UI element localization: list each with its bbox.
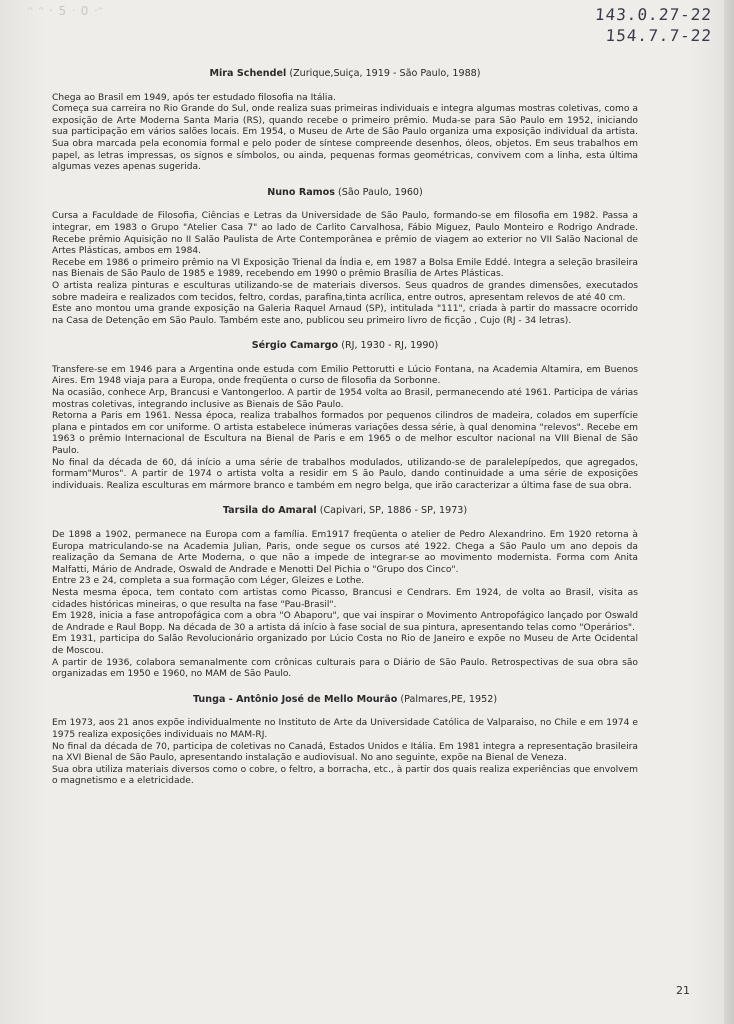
handwritten-line: 143.0.27-22	[594, 5, 713, 24]
bio-heading	[52, 505, 638, 517]
bio-paragraph: No final da década de 70, participa de coletivas no Canadá, Estados Unidos e Itália. Em 1981 integra a representação brasileira na XVI Bienal de São Paulo, apresentando instalação e audiovisual. No ano seguinte, expõe na Bienal de Veneza.	[52, 741, 638, 764]
bio-tarsila-do-amaral	[52, 505, 638, 680]
artist-birth-info: (Capivari, SP, 1886 - SP, 1973)	[319, 505, 468, 517]
artist-name: Tunga - Antônio José de Mello Mourão	[192, 693, 398, 705]
bio-paragraph: Na ocasião, conhece Arp, Brancusi e Vantongerloo. A partir de 1954 volta ao Brasil, permanecendo até 1961. Participa de várias mostras coletivas, integrando inclusive as Bienais de São Paulo.	[52, 388, 638, 410]
artist-birth-info: (Palmares,PE, 1952)	[400, 693, 498, 705]
bio-paragraph: Chega ao Brasil em 1949, após ter estudado filosofia na Itália.	[52, 92, 336, 103]
bio-sergio-camargo	[52, 340, 638, 492]
bio-paragraph: Retorna a Paris em 1961. Nessa época, realiza trabalhos formados por pequenos cilindros de madeira, colados em superfície plana e pintados em cor uniforme. O artista estabelece inúmeras variações dessa série, à qual denomina "relevos". Recebe em 1963 o prêmio Internacional de Escultura na Bienal de Paris e em 1965 o de melhor escultor nacional na VIII Bienal de São Paulo.	[52, 411, 638, 457]
bio-paragraph: Em 1931, participa do Salão Revolucionário organizado por Lúcio Costa no Rio de Janeiro e expõe no Museu de Arte Ocidental de Moscou.	[52, 634, 638, 656]
bio-nuno-ramos	[52, 187, 638, 328]
artist-birth-info: (São Paulo, 1960)	[338, 186, 423, 198]
bio-paragraph: Recebe em 1986 o primeiro prêmio na VI Exposição Trienal da Índia e, em 1987 a Bolsa Emile Eddé. Integra a seleção brasileira nas Bienais de São Paulo de 1985 e 1989, recebendo em 1990 o prêmio Brasília de Artes Plásticas.	[52, 257, 638, 280]
bio-heading	[52, 68, 638, 80]
artist-name: Sérgio Camargo	[251, 340, 339, 352]
bio-paragraph: Transfere-se em 1946 para a Argentina onde estuda com Emilio Pettorutti e Lúcio Fontana, na Academia Altamira, em Buenos Aires. Em 1948 viaja para a Europa, onde freqüenta o curso de filosofia da Sorbonne.	[52, 364, 638, 387]
biographies	[52, 68, 638, 801]
bio-paragraph: Em 1973, aos 21 anos expõe individualmente no Instituto de Arte da Universidade Católica de Valparaiso, no Chile e em 1974 e 1975 realiza exposições individuais no MAM-RJ.	[52, 718, 638, 740]
bio-paragraph: Em 1928, inicia a fase antropofágica com a obra "O Abaporu", que vai inspirar o Movimento Antropofágico lançado por Oswald de Andrade e Raul Bopp. Na década de 30 a artista dá início à fase social de sua pintura, apresentando telas como "Operários".	[52, 611, 638, 633]
handwritten-line: 154.7.7-22	[605, 26, 713, 45]
artist-name: Tarsila do Amaral	[222, 505, 317, 517]
faint-stamp: ᵔ ᵔ ᐧ 5 ᐧ 0 ᐧᵔ	[28, 4, 105, 18]
bio-mira-schendel	[52, 68, 638, 174]
bio-heading	[52, 187, 638, 199]
bio-heading	[52, 694, 638, 706]
bio-paragraph: Este ano montou uma grande exposição na Galeria Raquel Arnaud (SP), intitulada "111", criada à partir do massacre ocorrido na Casa de Detenção em São Paulo. Também este ano, publicou seu primeiro livro de ficção , Cujo (RJ - 34 letras).	[52, 304, 638, 326]
page-edge	[724, 0, 734, 1024]
bio-heading	[52, 340, 638, 352]
bio-paragraph: A partir de 1936, colabora semanalmente com crônicas culturais para o Diário de São Paulo. Retrospectivas de sua obra são organizadas em 1950 e 1960, no MAM de São Paulo.	[52, 657, 638, 680]
bio-paragraph: Começa sua carreira no Rio Grande do Sul, onde realiza suas primeiras individuais e integra algumas mostras coletivas, como a exposição de Arte Moderna Santa Maria (RS), quando recebe o primeiro prêmio. Muda-se para São Paulo em 1952, iniciando sua participação em vários salões locais. Em 1954, o Museu de Arte de São Paulo organiza uma exposição individual da artista. Sua obra marcada pela economia formal e pelo poder de síntese compreende desenhos, óleos, objetos. Em seus trabalhos em papel, as letras impressas, os signos e símbolos, ou ainda, pequenas formas geométricas, convivem com a linha, esta última algumas vezes apenas sugerida.	[52, 104, 638, 173]
artist-birth-info: (Zurique,Suiça, 1919 - São Paulo, 1988)	[289, 68, 481, 79]
bio-paragraph: O artista realiza pinturas e esculturas utilizando-se de materiais diversos. Seus quadros de grandes dimensões, executados sobre madeira e realizados com tecidos, feltro, cordas, parafina,tinta acrílica, entre outros, apresentam relevos de até 40 cm.	[52, 280, 638, 303]
bio-paragraph: No final da década de 60, dá início a uma série de trabalhos modulados, utilizando-se de paralelepípedos, que agregados, formam"Muros". A partir de 1974 o artista volta a residir em S ão Paulo, dando continuidade a uma série de exposições individuais. Realiza esculturas em mármore branco e também em negro belga, que irão caracterizar a última fase de sua obra.	[52, 457, 638, 491]
artist-name: Mira Schendel	[209, 68, 287, 79]
artist-birth-info: (RJ, 1930 - RJ, 1990)	[341, 340, 439, 352]
bio-paragraph: Cursa a Faculdade de Filosofia, Ciências e Letras da Universidade de São Paulo, formando-se em filosofia em 1982. Passa a integrar, em 1983 o Grupo "Atelier Casa 7" ao lado de Carlito Carvalhosa, Fábio Miguez, Paulo Monteiro e Rodrigo Andrade. Recebe prêmio Aquisição no II Salão Paulista de Arte Contemporânea e prêmio de viagem ao exterior no VII Salão Nacional de Artes Plásticas, ambos em 1984.	[52, 211, 638, 257]
bio-paragraph: Sua obra utiliza materiais diversos como o cobre, o feltro, a borracha, etc., à partir dos quais realiza experiências que envolvem o magnetismo e a eletricidade.	[52, 764, 638, 787]
bio-paragraph: Entre 23 e 24, completa a sua formação com Léger, Gleizes e Lothe.	[52, 576, 365, 587]
bio-paragraph: Nesta mesma época, tem contato com artistas como Picasso, Brancusi e Cendrars. Em 1924, de volta ao Brasil, visita as cidades históricas mineiras, o que resulta na fase "Pau-Brasil".	[52, 587, 638, 610]
artist-name: Nuno Ramos	[267, 186, 335, 198]
handwritten-catalog-numbers	[572, 4, 712, 46]
bio-tunga	[52, 694, 638, 788]
page-number: 21	[676, 984, 690, 997]
bio-paragraph: De 1898 a 1902, permanece na Europa com a família. Em1917 freqüenta o atelier de Pedro Alexandrino. Em 1920 retorna à Europa matriculando-se na Academia Julian, Paris, onde segue os cursos até 1922. Chega a São Paulo um ano depois da realização da Semana de Arte Moderna, o que não a impede de integrar-se ao movimento modernista. Forma com Anita Malfatti, Mário de Andrade, Oswald de Andrade e Menotti Del Pichia o "Grupo dos Cinco".	[52, 530, 638, 575]
